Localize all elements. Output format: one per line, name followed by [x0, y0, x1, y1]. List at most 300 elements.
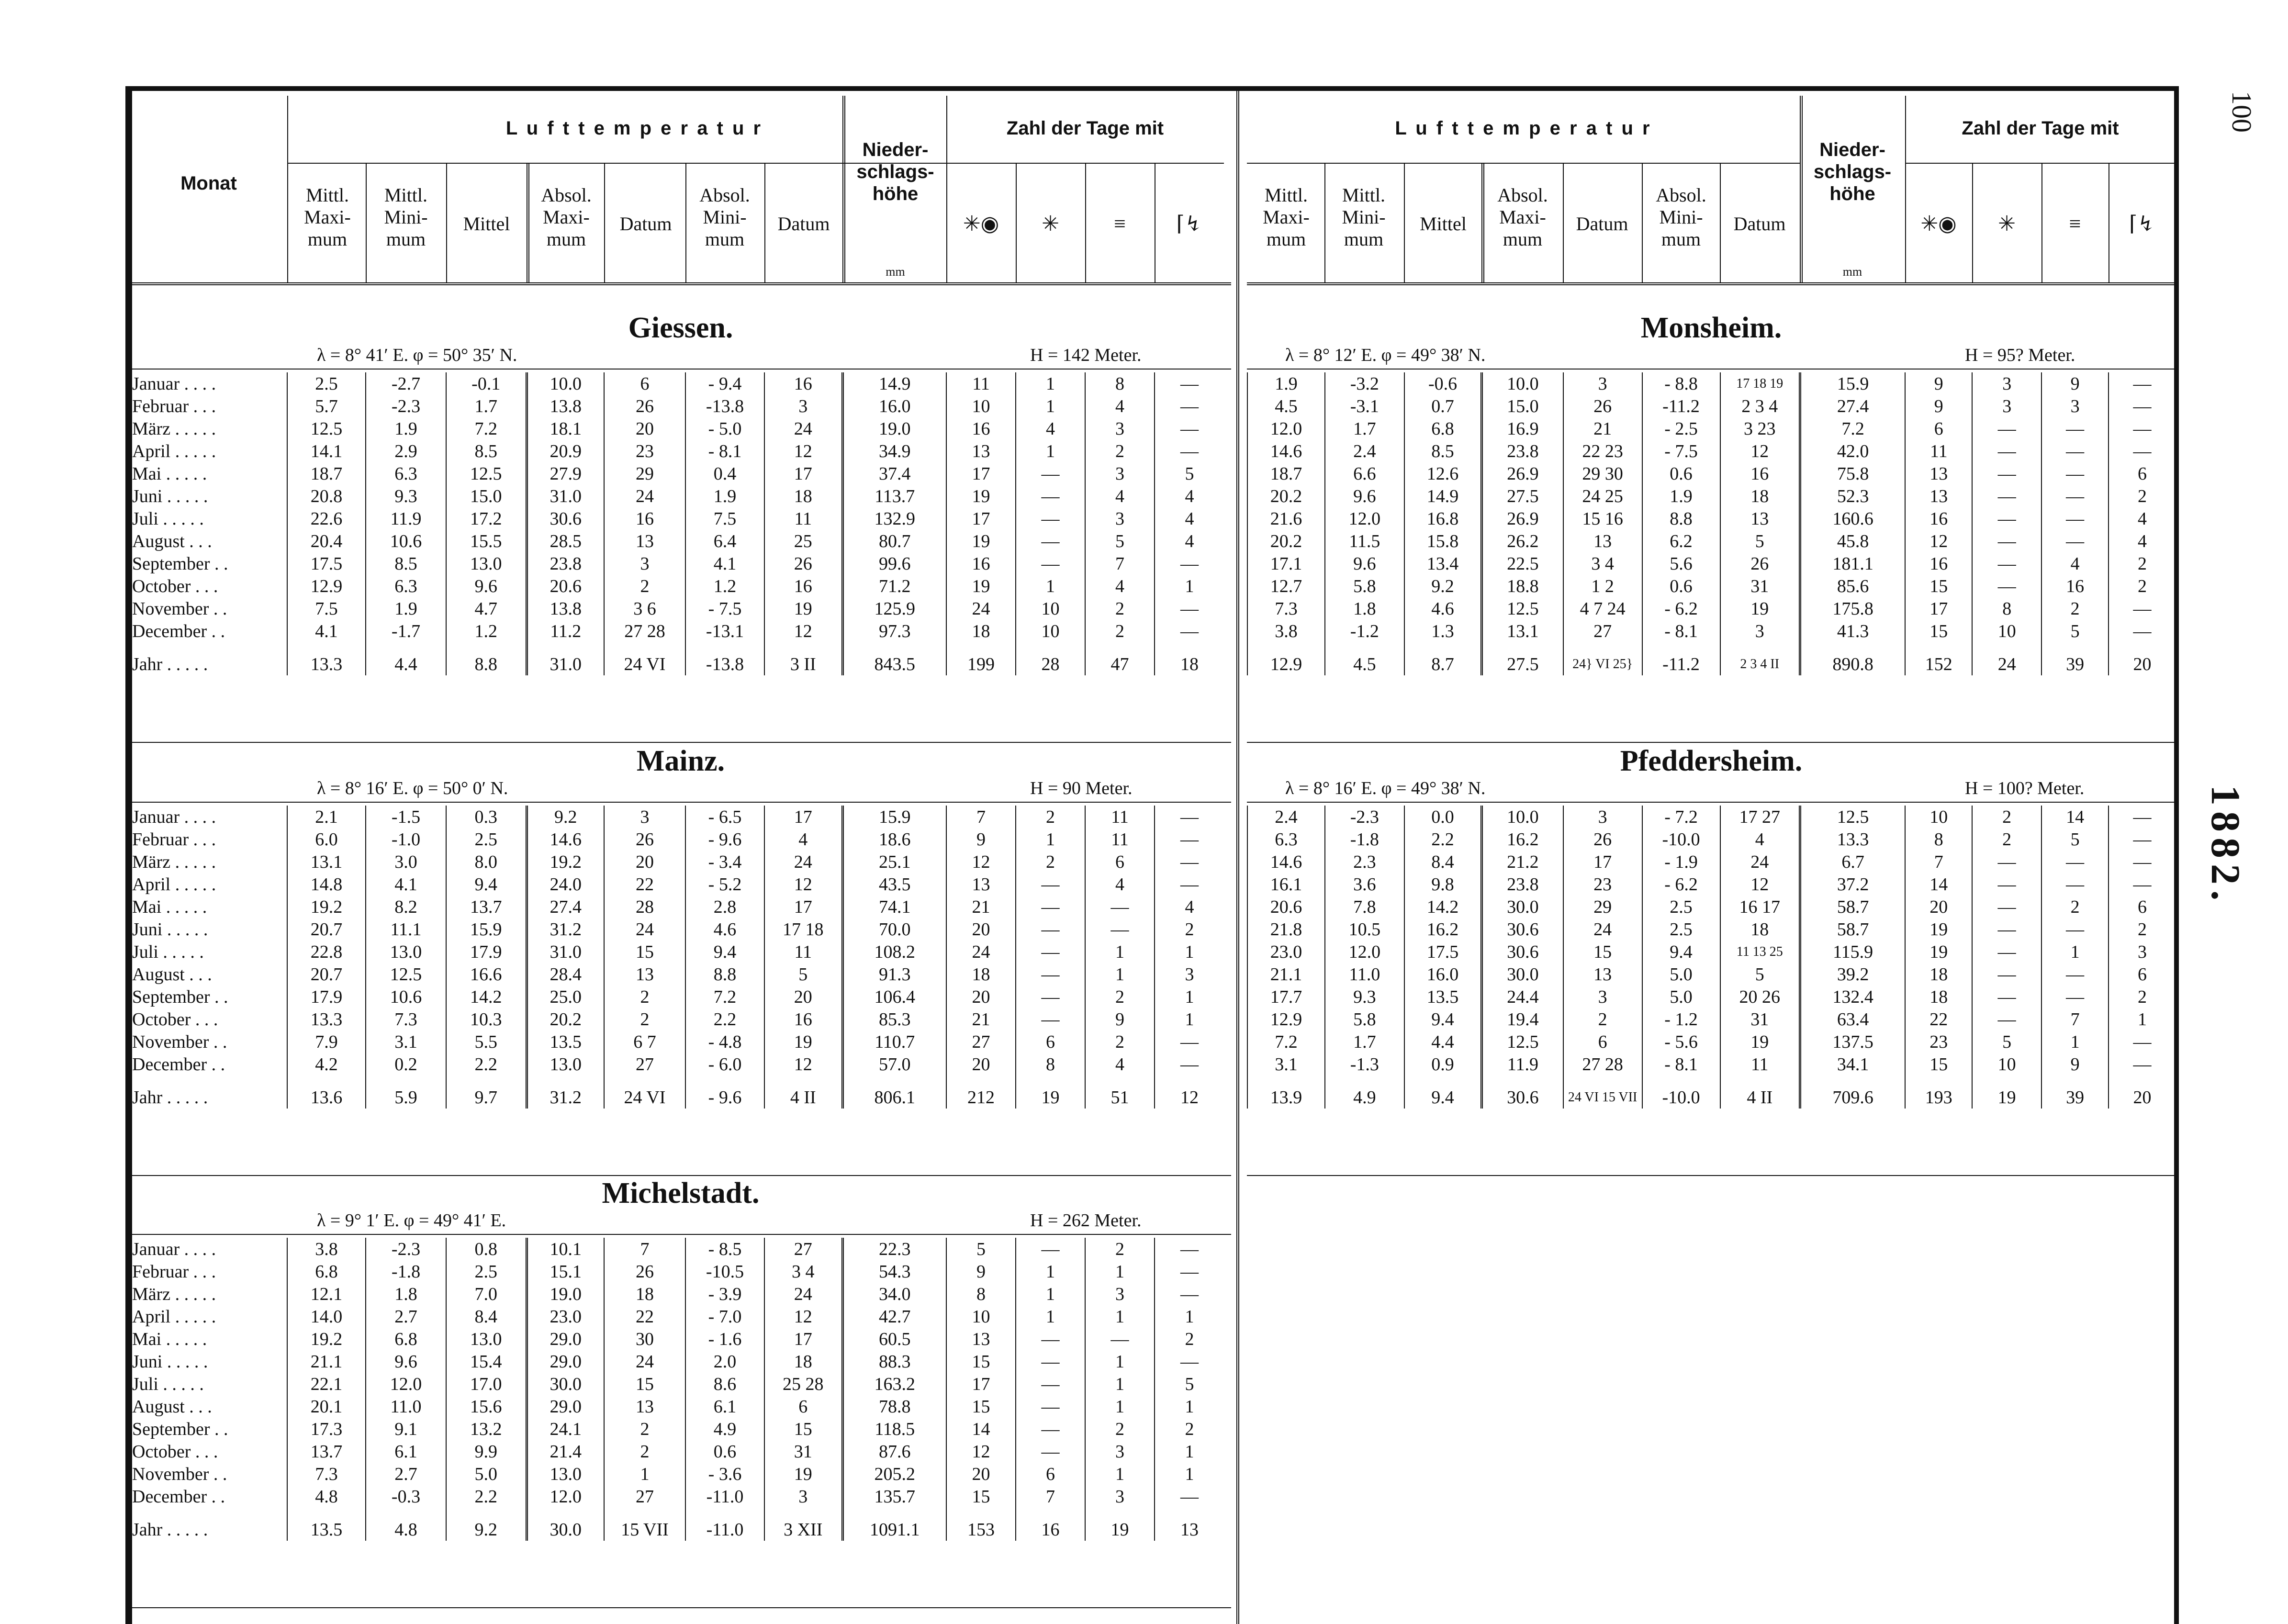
table-cell: 24	[604, 1350, 685, 1373]
table-cell: - 9.6	[685, 1075, 764, 1109]
table-cell: 6	[2109, 462, 2176, 485]
header-mittl-min: Mittl. Mini- mum	[384, 184, 428, 250]
table-cell: 30.0	[1482, 896, 1563, 918]
snow-icon: ✳	[1042, 212, 1059, 235]
table-row	[130, 1008, 1224, 1030]
table-cell: —	[1016, 1440, 1085, 1463]
table-cell: 31	[1720, 1008, 1800, 1030]
table-cell: 3	[2041, 395, 2109, 417]
table-cell: 16	[1720, 462, 1800, 485]
table-row	[1247, 963, 2176, 986]
table-cell: 8	[1016, 1053, 1085, 1075]
header-niederschlag: Nieder- schlags- höhe	[856, 139, 934, 204]
table-cell: 15 VII	[604, 1508, 685, 1541]
table-cell: 1091.1	[842, 1508, 946, 1541]
table-cell: 7	[946, 806, 1016, 828]
thunderstorm-icon: ⌈↯	[1176, 212, 1202, 235]
table-row	[130, 530, 1224, 552]
table-cell: 11	[1085, 806, 1155, 828]
table-cell: 22 23	[1563, 440, 1642, 462]
table-cell: 18	[1905, 986, 1972, 1008]
table-cell: —	[2041, 873, 2109, 896]
table-cell: 13.0	[446, 1328, 527, 1350]
station-table	[1247, 806, 2176, 1109]
table-cell: 27.4	[1800, 395, 1905, 417]
table-row	[130, 395, 1224, 417]
table-cell: 13	[1905, 462, 1972, 485]
table-cell: 6.8	[1404, 417, 1482, 440]
table-cell: 4.4	[366, 642, 446, 675]
table-cell: —	[1155, 1260, 1224, 1283]
table-cell: 19	[946, 530, 1016, 552]
table-cell: —	[1085, 918, 1155, 941]
table-cell: 205.2	[842, 1463, 946, 1485]
table-cell: 8.5	[1404, 440, 1482, 462]
table-cell: 2	[1972, 806, 2041, 828]
table-cell: 13.3	[287, 1008, 366, 1030]
table-cell: 12.5	[287, 417, 366, 440]
table-cell: 15	[946, 1485, 1016, 1508]
table-cell: 10.1	[527, 1238, 604, 1260]
table-cell: —	[2041, 462, 2109, 485]
table-cell: 23	[1905, 1030, 1972, 1053]
table-cell: 16	[1905, 507, 1972, 530]
table-cell: 19	[1720, 1030, 1800, 1053]
table-cell: 0.6	[685, 1440, 764, 1463]
table-cell: —	[1972, 530, 2041, 552]
table-cell: —	[1155, 372, 1224, 395]
table-cell: 24	[1972, 642, 2041, 675]
table-cell: 19.0	[527, 1283, 604, 1305]
table-cell: 4.9	[685, 1418, 764, 1440]
table-cell: 17.9	[446, 941, 527, 963]
table-cell: - 7.0	[685, 1305, 764, 1328]
table-cell: 13.8	[527, 597, 604, 620]
table-row	[130, 963, 1224, 986]
table-row	[1247, 395, 2176, 417]
table-cell: 20.8	[287, 485, 366, 507]
table-cell: 34.9	[842, 440, 946, 462]
month-label: Mai . . . . .	[132, 896, 207, 917]
table-cell: 20.1	[287, 1395, 366, 1418]
table-cell: 15	[946, 1395, 1016, 1418]
table-cell: —	[1972, 851, 2041, 873]
table-row	[130, 1283, 1224, 1305]
table-cell: 9.2	[1404, 575, 1482, 597]
table-cell: 18	[1155, 642, 1224, 675]
header-monat: Monat	[180, 173, 237, 194]
table-cell: 20	[764, 986, 842, 1008]
table-cell: 9.4	[685, 941, 764, 963]
table-cell: 9.1	[366, 1418, 446, 1440]
header-datum: Datum	[619, 213, 672, 235]
table-cell: 12.7	[1247, 575, 1325, 597]
table-cell: 17.3	[287, 1418, 366, 1440]
table-cell: 14.8	[287, 873, 366, 896]
table-cell: 8	[1905, 828, 1972, 851]
table-cell: 9	[2041, 1053, 2109, 1075]
table-cell: 14	[2041, 806, 2109, 828]
table-cell: 6	[2109, 896, 2176, 918]
table-cell: 29.0	[527, 1328, 604, 1350]
table-cell: 9	[946, 1260, 1016, 1283]
table-cell: 13.6	[287, 1075, 366, 1109]
table-cell: 132.4	[1800, 986, 1905, 1008]
table-cell: 19	[1720, 597, 1800, 620]
table-row	[130, 1485, 1224, 1508]
table-cell: 2	[604, 1418, 685, 1440]
table-cell: 15.9	[842, 806, 946, 828]
table-cell: 27 28	[604, 620, 685, 642]
table-cell: - 6.2	[1642, 873, 1720, 896]
table-cell: 28	[604, 896, 685, 918]
year-total-row	[130, 1508, 1224, 1541]
table-cell: 1.8	[1325, 597, 1404, 620]
table-cell: 9	[2041, 372, 2109, 395]
month-label: Juli . . . . .	[132, 941, 204, 962]
table-cell: —	[2109, 597, 2176, 620]
table-cell: —	[1972, 575, 2041, 597]
table-cell: 1.7	[1325, 417, 1404, 440]
table-cell: 1	[1085, 1395, 1155, 1418]
table-row	[130, 1238, 1224, 1260]
table-row	[130, 1030, 1224, 1053]
table-cell: 27	[604, 1485, 685, 1508]
table-cell: -2.3	[366, 1238, 446, 1260]
table-cell: 2	[1085, 597, 1155, 620]
snow-icon: ✳	[1998, 212, 2016, 235]
table-cell: 11.9	[366, 507, 446, 530]
table-cell: 1	[2109, 1008, 2176, 1030]
table-cell: -0.3	[366, 1485, 446, 1508]
table-cell: 6	[2109, 963, 2176, 986]
table-cell: 13.1	[287, 851, 366, 873]
table-cell: —	[2041, 918, 2109, 941]
table-cell: 15	[604, 941, 685, 963]
table-cell: 1	[1155, 986, 1224, 1008]
table-cell: —	[1016, 530, 1085, 552]
table-cell: 17	[946, 462, 1016, 485]
table-cell: 4	[2109, 507, 2176, 530]
table-cell: 16 17	[1720, 896, 1800, 918]
table-cell: 29 30	[1563, 462, 1642, 485]
table-cell: 4.8	[287, 1485, 366, 1508]
table-cell: 5	[2041, 828, 2109, 851]
table-cell: 2.0	[685, 1350, 764, 1373]
table-cell: 12.0	[1247, 417, 1325, 440]
table-cell: 20	[2109, 1075, 2176, 1109]
month-label: September . .	[132, 986, 228, 1007]
table-cell: 2	[1155, 1328, 1224, 1350]
table-cell: 13.5	[527, 1030, 604, 1053]
table-cell: 12.6	[1404, 462, 1482, 485]
table-cell: 3	[1563, 372, 1642, 395]
table-cell: - 1.6	[685, 1328, 764, 1350]
table-cell: 31	[764, 1440, 842, 1463]
table-cell: 10	[1972, 620, 2041, 642]
table-cell: 85.6	[1800, 575, 1905, 597]
table-cell: 2	[2109, 918, 2176, 941]
table-cell: —	[1016, 1238, 1085, 1260]
table-cell: 13.7	[287, 1440, 366, 1463]
table-cell: 21.6	[1247, 507, 1325, 530]
table-cell: 12.9	[1247, 1008, 1325, 1030]
table-cell: 20.7	[287, 918, 366, 941]
header-mittel: Mittel	[463, 213, 510, 235]
table-cell: 4	[1085, 395, 1155, 417]
table-cell: 8.4	[1404, 851, 1482, 873]
table-cell: 23.0	[527, 1305, 604, 1328]
table-cell: 4.4	[1404, 1030, 1482, 1053]
table-cell: 19	[1905, 941, 1972, 963]
table-cell: 19	[764, 597, 842, 620]
table-cell: 31.2	[527, 918, 604, 941]
table-cell: 16.2	[1482, 828, 1563, 851]
table-cell: - 3.6	[685, 1463, 764, 1485]
table-cell: 7.5	[685, 507, 764, 530]
table-cell: 10	[1016, 597, 1085, 620]
table-cell: 0.9	[1404, 1053, 1482, 1075]
month-label: Juni . . . . .	[132, 486, 208, 506]
table-cell: 1.7	[446, 395, 527, 417]
table-cell: -3.1	[1325, 395, 1404, 417]
table-cell: 0.7	[1404, 395, 1482, 417]
table-cell: 24.0	[527, 873, 604, 896]
table-cell: 2.7	[366, 1305, 446, 1328]
table-row	[130, 1350, 1224, 1373]
table-cell: 9.8	[1404, 873, 1482, 896]
table-cell: 12.5	[1482, 597, 1563, 620]
table-cell: 16	[604, 507, 685, 530]
table-cell: 13.5	[1404, 986, 1482, 1008]
table-cell: 1	[1085, 1350, 1155, 1373]
table-cell: 20 26	[1720, 986, 1800, 1008]
month-label: Juni . . . . .	[132, 919, 208, 940]
table-cell: 9.3	[1325, 986, 1404, 1008]
month-label: November . .	[132, 1031, 227, 1052]
table-cell: 20	[946, 986, 1016, 1008]
table-cell: 1	[1016, 440, 1085, 462]
table-cell: -1.0	[366, 828, 446, 851]
table-cell: 88.3	[842, 1350, 946, 1373]
table-row	[1247, 552, 2176, 575]
table-cell: 26	[764, 552, 842, 575]
table-row	[130, 1395, 1224, 1418]
table-cell: —	[1155, 1350, 1224, 1373]
table-cell: 1	[1155, 941, 1224, 963]
table-cell: 21.8	[1247, 918, 1325, 941]
table-cell: 15	[1563, 941, 1642, 963]
table-cell: —	[1972, 873, 2041, 896]
table-cell: —	[2041, 440, 2109, 462]
table-cell: 26.2	[1482, 530, 1563, 552]
table-cell: 12	[946, 851, 1016, 873]
table-row	[1247, 417, 2176, 440]
table-cell: 15	[1905, 575, 1972, 597]
table-cell: 7	[1016, 1485, 1085, 1508]
table-cell: 15	[764, 1418, 842, 1440]
table-cell: 18.8	[1482, 575, 1563, 597]
table-cell: 13	[946, 440, 1016, 462]
table-cell: 41.3	[1800, 620, 1905, 642]
table-cell: 14.2	[446, 986, 527, 1008]
table-row	[1247, 372, 2176, 395]
table-cell: 5.8	[1325, 1008, 1404, 1030]
table-cell: 1	[604, 1463, 685, 1485]
table-row	[130, 440, 1224, 462]
table-cell: 4	[1155, 507, 1224, 530]
table-cell: 14.0	[287, 1305, 366, 1328]
table-row	[130, 507, 1224, 530]
table-cell: 15	[1905, 1053, 1972, 1075]
table-cell: 6.3	[1247, 828, 1325, 851]
table-cell: 16.9	[1482, 417, 1563, 440]
table-cell: 43.5	[842, 873, 946, 896]
table-cell: 1	[1155, 1440, 1224, 1463]
table-cell: 60.5	[842, 1328, 946, 1350]
table-cell: 12.5	[1800, 806, 1905, 828]
table-cell: 25.0	[527, 986, 604, 1008]
table-cell: 20	[946, 1463, 1016, 1485]
table-cell: -1.5	[366, 806, 446, 828]
table-cell: 87.6	[842, 1440, 946, 1463]
table-cell: -2.3	[1325, 806, 1404, 828]
table-cell: —	[2041, 417, 2109, 440]
header-niederschlag-right: Nieder- schlags- höhe	[1813, 139, 1892, 204]
table-cell: —	[1016, 485, 1085, 507]
table-cell: 0.8	[446, 1238, 527, 1260]
table-cell: 17.9	[287, 986, 366, 1008]
table-cell: 13	[604, 1395, 685, 1418]
table-cell: 13.2	[446, 1418, 527, 1440]
table-cell: - 8.1	[1642, 620, 1720, 642]
table-cell: 6.2	[1642, 530, 1720, 552]
table-cell: —	[1155, 806, 1224, 828]
table-cell: 39	[2041, 642, 2109, 675]
table-cell: 99.6	[842, 552, 946, 575]
month-label: März . . . . .	[132, 851, 216, 872]
table-cell: 11.9	[1482, 1053, 1563, 1075]
page-number: 100	[2226, 91, 2257, 133]
table-cell: 8.5	[446, 440, 527, 462]
table-cell: 15.9	[446, 918, 527, 941]
table-cell: 1.7	[1325, 1030, 1404, 1053]
table-cell: 20	[946, 1053, 1016, 1075]
table-cell: 11.0	[1325, 963, 1404, 986]
table-cell: 24	[764, 417, 842, 440]
station-table	[1247, 372, 2176, 675]
table-cell: 14.9	[842, 372, 946, 395]
table-cell: —	[1016, 896, 1085, 918]
table-cell: 28.5	[527, 530, 604, 552]
table-cell: 2	[1016, 806, 1085, 828]
right-header	[1247, 96, 2176, 285]
station-title: Michelstadt.	[602, 1177, 760, 1210]
table-cell: 7.9	[287, 1030, 366, 1053]
month-label: Februar . . .	[132, 1261, 216, 1282]
table-cell: 2	[604, 986, 685, 1008]
table-row	[130, 462, 1224, 485]
table-cell: 24 VI	[604, 1075, 685, 1109]
header-absol-min-right: Absol. Mini- mum	[1656, 184, 1706, 250]
table-cell: -10.0	[1642, 1075, 1720, 1109]
table-cell: 24	[764, 851, 842, 873]
table-row	[130, 575, 1224, 597]
table-cell: 15.0	[1482, 395, 1563, 417]
table-cell: 14.1	[287, 440, 366, 462]
table-cell: 3.8	[1247, 620, 1325, 642]
table-cell: —	[1155, 1030, 1224, 1053]
table-cell: 5.6	[1642, 552, 1720, 575]
table-cell: 24	[604, 485, 685, 507]
table-cell: 1.8	[366, 1283, 446, 1305]
table-cell: -1.3	[1325, 1053, 1404, 1075]
table-cell: 6	[604, 372, 685, 395]
table-cell: —	[1016, 507, 1085, 530]
table-row	[1247, 828, 2176, 851]
station-coordinates: λ = 8° 41′ E. φ = 50° 35′ N.	[317, 345, 517, 365]
table-cell: - 4.8	[685, 1030, 764, 1053]
table-cell: 1	[1155, 1395, 1224, 1418]
table-cell: 34.0	[842, 1283, 946, 1305]
table-cell: 10	[1972, 1053, 2041, 1075]
table-row	[130, 896, 1224, 918]
table-cell: 3 23	[1720, 417, 1800, 440]
table-cell: 13.1	[1482, 620, 1563, 642]
left-header	[130, 96, 1231, 285]
table-cell: 20	[946, 918, 1016, 941]
table-cell: 9	[1905, 395, 1972, 417]
table-cell: - 9.6	[685, 828, 764, 851]
table-cell: 2	[2041, 597, 2109, 620]
table-cell: 15.9	[1800, 372, 1905, 395]
year-total-row	[130, 1075, 1224, 1109]
table-cell: 23.8	[1482, 440, 1563, 462]
table-cell: 3 4	[1563, 552, 1642, 575]
table-cell: 4.6	[1404, 597, 1482, 620]
month-label: Jahr . . . . .	[132, 1087, 208, 1108]
table-cell: - 8.1	[685, 440, 764, 462]
table-cell: 3	[1085, 1283, 1155, 1305]
table-cell: 19	[1016, 1075, 1085, 1109]
table-cell: 6.3	[366, 462, 446, 485]
table-cell: 12.5	[1482, 1030, 1563, 1053]
table-cell: 9.6	[446, 575, 527, 597]
table-cell: —	[1016, 1418, 1085, 1440]
table-cell: 26	[1563, 828, 1642, 851]
table-cell: 27.9	[527, 462, 604, 485]
table-cell: 4	[1085, 873, 1155, 896]
table-cell: 17	[946, 507, 1016, 530]
table-cell: 1	[1016, 372, 1085, 395]
month-label: November . .	[132, 1464, 227, 1484]
header-mittl-max: Mittl. Maxi- mum	[304, 184, 351, 250]
table-cell: 8.5	[366, 552, 446, 575]
table-row	[1247, 597, 2176, 620]
header-absol-max-right: Absol. Maxi- mum	[1497, 184, 1548, 250]
table-cell: 3 4	[764, 1260, 842, 1283]
table-row	[130, 1260, 1224, 1283]
table-cell: 20.4	[287, 530, 366, 552]
table-cell: 11.5	[1325, 530, 1404, 552]
table-cell: 22.1	[287, 1373, 366, 1395]
table-cell: 10.6	[366, 986, 446, 1008]
table-cell: 7.2	[1247, 1030, 1325, 1053]
table-cell: 2	[604, 1008, 685, 1030]
table-cell: —	[1016, 963, 1085, 986]
station-height: H = 262 Meter.	[1030, 1210, 1142, 1231]
table-row	[130, 1328, 1224, 1350]
